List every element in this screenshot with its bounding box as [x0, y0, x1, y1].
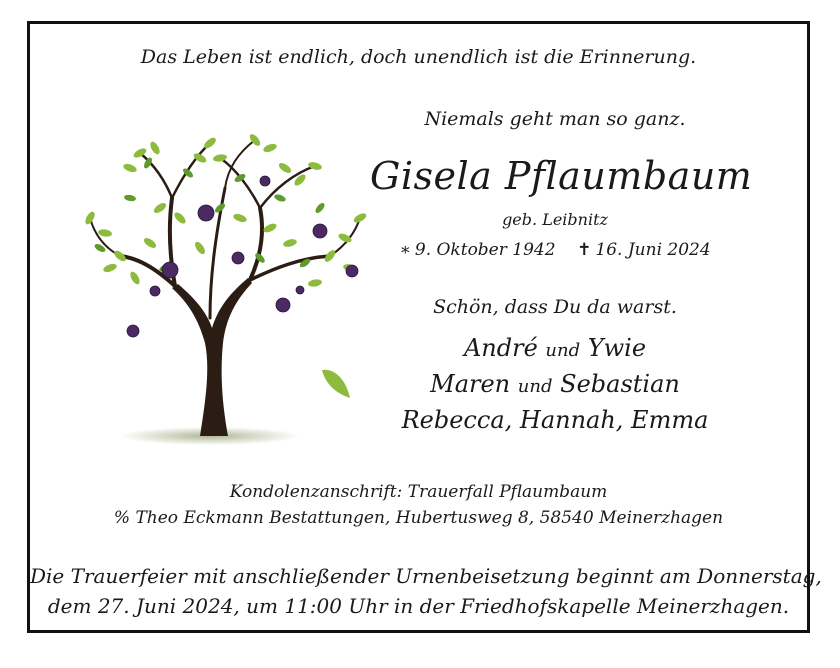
plum-tree-icon — [60, 118, 380, 448]
life-dates — [370, 240, 740, 260]
family-name: Ywie — [587, 334, 647, 362]
family-name: Maren — [430, 370, 511, 398]
birth-date: 9. Oktober 1942 — [414, 240, 556, 260]
motto: Das Leben ist endlich, doch unendlich ist die Erinnerung. — [140, 46, 697, 68]
condolence-address-label: Kondolenzanschrift: Trauerfall Pflaumbaum — [229, 482, 608, 502]
main-text-block — [370, 24, 753, 444]
deceased-name: Gisela Pflaumbaum — [370, 154, 753, 198]
family-line-2 — [370, 370, 740, 398]
family-und: und — [517, 376, 553, 397]
funeral-info-line-1: Die Trauerfeier mit anschließender Urnenbeisetzung beginnt am Donnerstag, — [30, 564, 822, 588]
farewell-line: Schön, dass Du da warst. — [433, 296, 677, 318]
death-cross-icon: ✝ — [577, 240, 592, 260]
funeral-info-line-2: dem 27. Juni 2024, um 11:00 Uhr in der Friedhofskapelle Meinerzhagen. — [47, 594, 790, 618]
condolence-address: % Theo Eckmann Bestattungen, Hubertusweg 8, 58540 Meinerzhagen — [113, 508, 724, 528]
obituary-frame — [27, 21, 822, 633]
family-line-3: Rebecca, Hannah, Emma — [401, 406, 709, 434]
family-line-1 — [370, 334, 740, 362]
subtitle: Niemals geht man so ganz. — [424, 108, 686, 130]
birth-star-icon: ∗ — [399, 240, 411, 260]
death-date: 16. Juni 2024 — [595, 240, 711, 260]
family-name: Sebastian — [560, 370, 680, 398]
family-und: und — [545, 340, 581, 361]
maiden-name: geb. Leibnitz — [502, 210, 608, 229]
family-name: André — [463, 334, 538, 362]
